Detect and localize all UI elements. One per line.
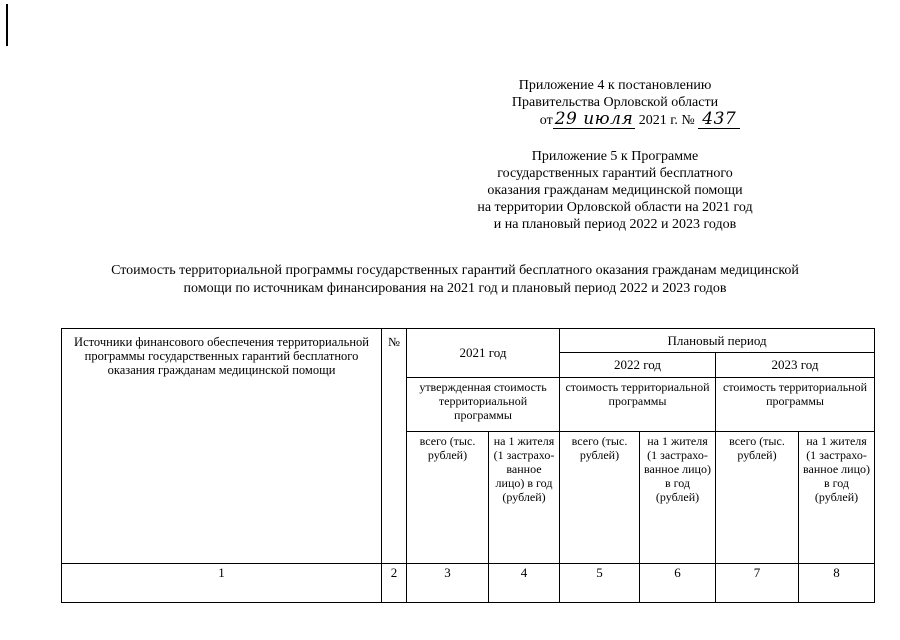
column-number-row	[62, 564, 875, 603]
column-number-cell: 7	[716, 564, 799, 603]
date-prefix: от	[539, 113, 553, 128]
appendix-resolution-date-line	[470, 111, 760, 129]
column-number-cell: 5	[560, 564, 640, 603]
header-per-capita-2023: на 1 жителя (1 застрахо-ванное лицо) в год (рублей)	[799, 432, 875, 564]
column-number-cell: 4	[489, 564, 560, 603]
appendix-resolution-line1: Приложение 4 к постановлению	[518, 78, 712, 93]
header-financing-sources: Источники финансового обеспечения территориальной программы государственных гарантий бесплатного оказания гражданам медицинской помощи	[62, 329, 382, 564]
header-approved-cost-2021: утвержденная стоимость территориальной программы	[407, 378, 560, 432]
header-row-number: №	[382, 329, 407, 564]
binding-mark	[6, 4, 8, 46]
column-number-cell: 2	[382, 564, 407, 603]
header-program-cost-2023: стоимость территориальной программы	[716, 378, 875, 432]
appendix-program-line5: и на плановый период 2022 и 2023 годов	[493, 217, 737, 232]
appendix-resolution-line2: Правительства Орловской области	[511, 95, 719, 110]
header-total-2021: всего (тыс. рублей)	[407, 432, 489, 564]
appendix-program-header	[450, 148, 780, 233]
handwritten-date: 29 июля	[554, 109, 634, 129]
handwritten-number: 437	[698, 111, 740, 129]
header-program-cost-2022: стоимость территориальной программы	[560, 378, 716, 432]
financing-table	[61, 328, 875, 603]
column-number-cell: 8	[799, 564, 875, 603]
column-number-cell: 6	[640, 564, 716, 603]
header-planned-period: Плановый период	[560, 329, 875, 353]
header-per-capita-2022: на 1 жителя (1 застрахо-ванное лицо) в год (рублей)	[640, 432, 716, 564]
appendix-program-line4: на территории Орловской области на 2021 год	[477, 200, 753, 215]
header-year-2022: 2022 год	[560, 353, 716, 378]
header-year-2023: 2023 год	[716, 353, 875, 378]
appendix-resolution-header	[470, 77, 760, 129]
header-per-capita-2021: на 1 жителя (1 застрахо-ванное лицо) в год (рублей)	[489, 432, 560, 564]
header-total-2022: всего (тыс. рублей)	[560, 432, 640, 564]
column-number-cell: 1	[62, 564, 382, 603]
column-number-cell: 3	[407, 564, 489, 603]
date-suffix: 2021 г. №	[638, 113, 695, 128]
document-title-line2: помощи по источникам финансирования на 2021 год и плановый период 2022 и 2023 годов	[183, 281, 727, 296]
appendix-program-line3: оказания гражданам медицинской помощи	[487, 183, 743, 198]
header-total-2023: всего (тыс. рублей)	[716, 432, 799, 564]
appendix-program-line2: государственных гарантий бесплатного	[497, 166, 733, 181]
document-title-line1: Стоимость территориальной программы государственных гарантий бесплатного оказания гражданам медицинской	[111, 263, 799, 278]
document-title	[70, 262, 840, 298]
header-year-2021: 2021 год	[407, 329, 560, 378]
appendix-program-line1: Приложение 5 к Программе	[531, 149, 699, 164]
